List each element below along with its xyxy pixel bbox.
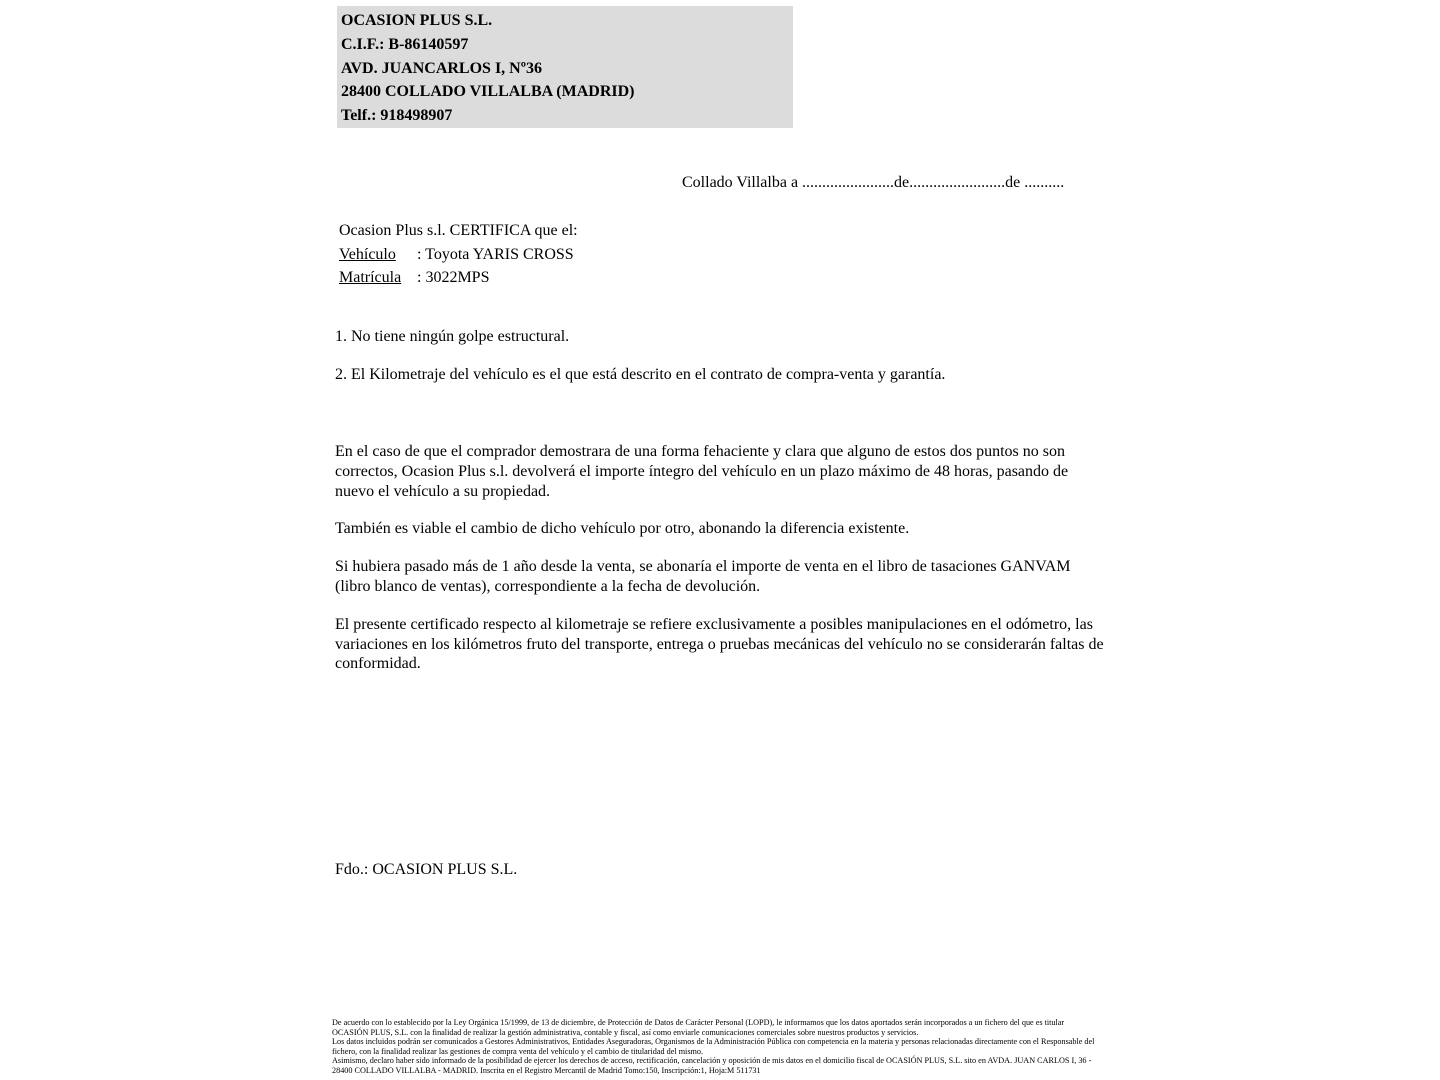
company-city: 28400 COLLADO VILLALBA (MADRID): [341, 83, 635, 101]
vehicle-label: Vehículo: [339, 245, 396, 263]
legal-footer: [332, 1018, 1102, 1075]
company-cif: C.I.F.: B-86140597: [341, 35, 469, 53]
plate-line: [339, 266, 578, 290]
vehicle-value: : Toyota YARIS CROSS: [417, 245, 574, 263]
point-1: 1. No tiene ningún golpe estructural.: [335, 328, 570, 345]
paragraph-ganvam: Si hubiera pasado más de 1 año desde la venta, se abonaría el importe de venta en el libro de tasaciones GANVAM (libro blanco de ventas), correspondiente a la fecha de devolución.: [335, 558, 1071, 595]
company-header-box: [337, 6, 793, 128]
certify-intro: Ocasion Plus s.l. CERTIFICA que el:: [339, 222, 578, 239]
plate-label: Matrícula: [339, 269, 402, 286]
paragraph-odometer: El presente certificado respecto al kilometraje se refiere exclusivamente a posibles manipulaciones en el odómetro, las variaciones en los kilómetros fruto del transporte, entrega o pruebas mecánicas del vehículo no se considerarán faltas de conformidad.: [335, 615, 1104, 673]
footer-data-sharing: Los datos incluidos podrán ser comunicados a Gestores Administrativos, Entidades Aseguradoras, Organismos de la Administración Pública con competencia en la materia y personas relacionadas directamente con el Responsable del fichero, con la finalidad realizar las gestiones de compra venta del vehículo y el cambio de titularidad del mismo.: [332, 1037, 1095, 1056]
certification-block: [339, 219, 578, 290]
date-line: Collado Villalba a .......................de........................de ..........: [682, 174, 1065, 191]
footer-rights: Asimismo, declaro haber sido informado de la posibilidad de ejercer los derechos de acceso, rectificación, cancelación y oposición de mis datos en el domicilio fiscal de OCASIÓN PLUS, S.L. sito en AVDA. JUAN CARLOS I, 36 - 28400 COLLADO VILLALBA - MADRID. Inscrita en el Registro Mercantil de Madrid Tomo:150, Inscripción:1, Hoja:M 511731: [332, 1056, 1092, 1075]
company-name: OCASION PLUS S.L.: [341, 12, 493, 29]
body-paragraphs: [335, 442, 1107, 692]
paragraph-refund: En el caso de que el comprador demostrara de una forma fehaciente y clara que alguno de estos dos puntos no son correctos, Ocasion Plus s.l. devolverá el importe íntegro del vehículo en un plazo máximo de 48 horas, pasando de nuevo el vehículo a su propiedad.: [335, 443, 1069, 500]
plate-value: : 3022MPS: [417, 269, 490, 286]
point-2: 2. El Kilometraje del vehículo es el que está descrito en el contrato de compra-venta y garantía.: [335, 366, 946, 383]
signature-line: Fdo.: OCASION PLUS S.L.: [335, 861, 518, 878]
company-address: AVD. JUANCARLOS I, Nº36: [341, 59, 543, 77]
paragraph-exchange: También es viable el cambio de dicho vehículo por otro, abonando la diferencia existente.: [335, 520, 910, 538]
vehicle-line: [339, 243, 578, 267]
company-phone: Telf.: 918498907: [341, 107, 453, 125]
footer-lopd: De acuerdo con lo establecido por la Ley Orgánica 15/1999, de 13 de diciembre, de Protección de Datos de Carácter Personal (LOPD), le informamos que los datos aportados serán incorporados a un fichero del que es titular OCASIÓN PLUS, S.L. con la finalidad de realizar la gestión administrativa, contable y fiscal, así como enviarle comunicaciones comerciales sobre nuestros productos y servicios.: [332, 1018, 1065, 1037]
